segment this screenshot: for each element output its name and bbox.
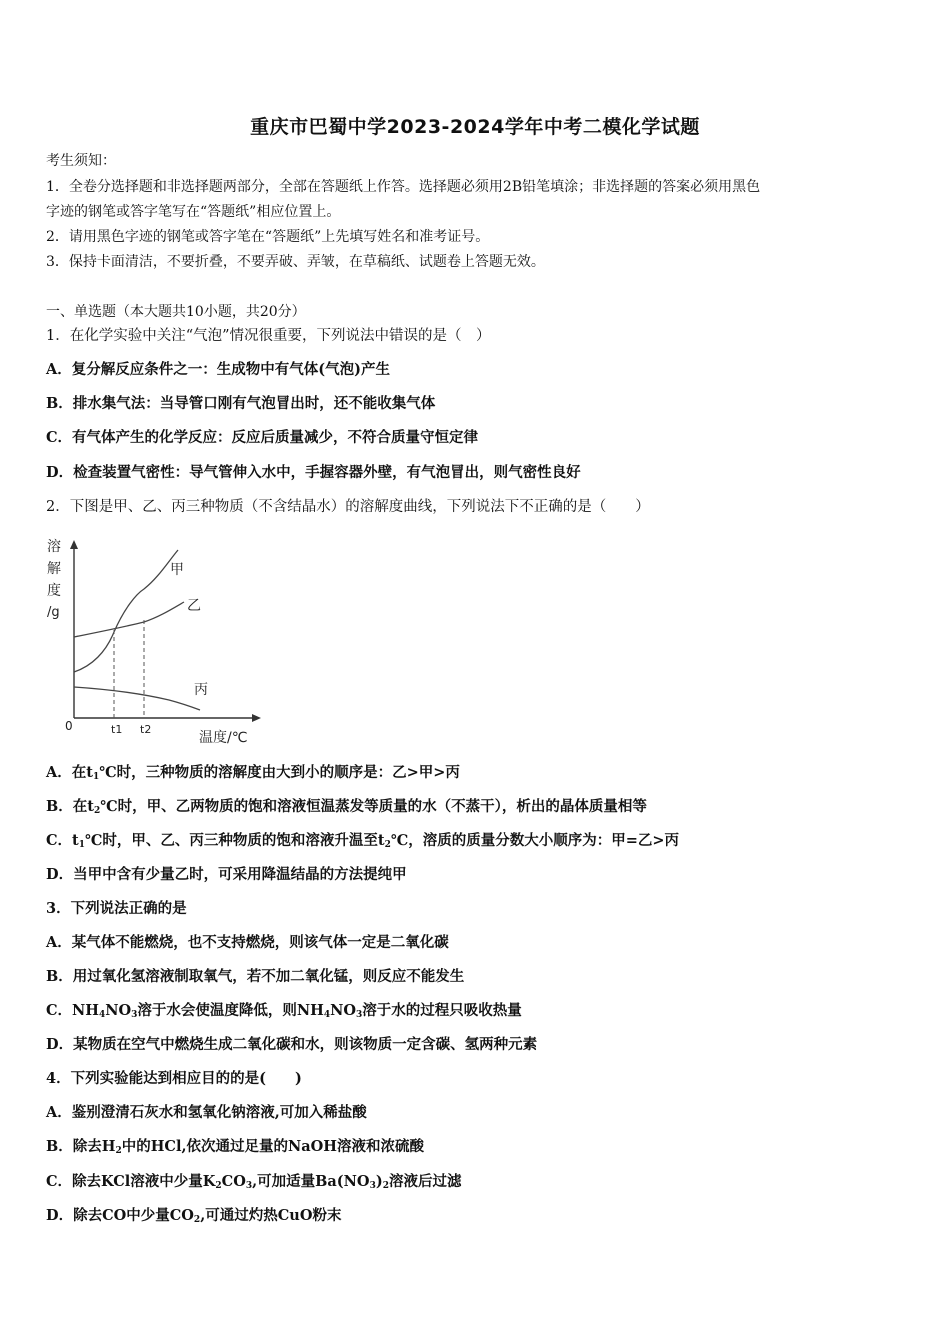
q3-c-p5: 溶于水的过程只吸收热量	[362, 1002, 522, 1019]
section-heading: 一、单选题（本大题共10小题，共20分）	[46, 304, 306, 320]
q3-c-s4: 3	[356, 1010, 363, 1020]
q2-b-pre: B．在t	[46, 798, 94, 815]
q2-option-c	[46, 831, 910, 851]
q3-c-s2: 3	[131, 1010, 138, 1020]
notice-heading: 考生须知：	[46, 153, 116, 169]
curve-bing-label: 丙	[194, 682, 208, 698]
q2-a-sub: 1	[92, 772, 100, 782]
q3-option-c	[46, 1001, 910, 1021]
q2-stem: 2．下图是甲、乙、丙三种物质（不含结晶水）的溶解度曲线，下列说法下不正确的是（ ）	[46, 499, 650, 515]
q2-b-sub: 2	[93, 806, 101, 816]
y-axis-arrow	[70, 540, 78, 549]
q4-option-c	[46, 1172, 910, 1192]
q4-c-p4: )	[375, 1173, 383, 1190]
solubility-curve-figure	[44, 534, 274, 752]
q4-b-p2: 中的HCl,依次通过足量的NaOH溶液和浓硫酸	[121, 1138, 425, 1155]
q2-option-b	[46, 797, 910, 817]
page-title: 重庆市巴蜀中学2023-2024学年中考二模化学试题	[250, 116, 700, 138]
y-axis-label-1: 溶	[47, 539, 61, 555]
q4-b-p1: B．除去H	[46, 1138, 116, 1155]
origin-label: 0	[65, 719, 73, 733]
x-axis-label: 温度/℃	[199, 730, 248, 746]
q2-c-pre: C．t	[46, 832, 79, 849]
notice-line-2: 2．请用黑色字迹的钢笔或答字笔在“答题纸”上先填写姓名和准考证号。	[46, 229, 490, 245]
q3-option-d: D．某物质在空气中燃烧生成二氧化碳和水，则该物质一定含碳、氢两种元素	[46, 1036, 538, 1053]
q4-option-d	[46, 1206, 910, 1226]
q3-c-p2: NO	[105, 1002, 132, 1019]
q3-c-p3: 溶于水会使温度降低，则NH	[137, 1002, 324, 1019]
q2-c-sub2: 2	[384, 840, 391, 850]
solubility-curve-svg	[44, 534, 274, 752]
curve-bing	[74, 687, 200, 710]
q4-c-p1: C．除去KCl溶液中少量K	[46, 1173, 216, 1190]
q4-c-s2: 3	[245, 1181, 253, 1191]
q4-option-a: A．鉴别澄清石灰水和氢氧化钠溶液,可加入稀盐酸	[46, 1104, 367, 1121]
t1-label: t1	[111, 723, 123, 736]
q4-c-s3: 3	[369, 1181, 376, 1191]
q4-c-p2: CO	[221, 1173, 246, 1190]
q1-option-c: C．有气体产生的化学反应：反应后质量减少，不符合质量守恒定律	[46, 429, 479, 446]
q3-option-b: B．用过氧化氢溶液制取氧气，若不加二氧化锰，则反应不能发生	[46, 968, 465, 985]
curve-jia	[74, 550, 178, 672]
q2-c-sub1: 1	[78, 840, 86, 850]
q4-d-s1: 2	[193, 1215, 201, 1225]
q2-option-d: D．当甲中含有少量乙时，可采用降温结晶的方法提纯甲	[46, 866, 407, 883]
q4-d-p1: D．除去CO中少量CO	[46, 1207, 194, 1224]
q1-option-d: D．检查装置气密性：导气管伸入水中，手握容器外壁，有气泡冒出，则气密性良好	[46, 464, 581, 481]
q3-c-p1: C．NH	[46, 1002, 99, 1019]
y-axis-label-2: 解	[47, 561, 61, 577]
notice-line-1b: 字迹的钢笔或答字笔写在“答题纸”相应位置上。	[46, 204, 341, 220]
q1-option-a: A．复分解反应条件之一：生成物中有气体(气泡)产生	[46, 361, 390, 378]
y-axis-label-3: 度	[47, 583, 61, 599]
q2-b-post: ℃时，甲、乙两物质的饱和溶液恒温蒸发等质量的水（不蒸干），析出的晶体质量相等	[100, 798, 647, 815]
q4-c-p3: ,可加适量Ba(NO	[252, 1173, 370, 1190]
q4-d-p2: ,可通过灼热CuO粉末	[200, 1207, 342, 1224]
notice-line-3: 3．保持卡面清洁，不要折叠，不要弄破、弄皱，在草稿纸、试题卷上答题无效。	[46, 254, 545, 270]
t2-label: t2	[140, 723, 152, 736]
curve-yi	[74, 602, 184, 637]
q1-option-b: B．排水集气法：当导管口刚有气泡冒出时，还不能收集气体	[46, 395, 436, 412]
q2-a-pre: A．在t	[46, 764, 93, 781]
curve-jia-label: 甲	[170, 562, 184, 578]
q2-c-post: ℃，溶质的质量分数大小顺序为：甲=乙>丙	[390, 832, 680, 849]
q4-c-s1: 2	[215, 1181, 222, 1191]
q1-stem: 1．在化学实验中关注“气泡”情况很重要，下列说法中错误的是（ ）	[46, 328, 491, 344]
curve-yi-label: 乙	[187, 598, 201, 614]
q3-option-a: A．某气体不能燃烧，也不支持燃烧，则该气体一定是二氧化碳	[46, 934, 449, 951]
notice-line-1: 1．全卷分选择题和非选择题两部分，全部在答题纸上作答。选择题必须用2B铅笔填涂；非选择题的答案必须用黑色	[46, 179, 761, 195]
q2-a-post: ℃时，三种物质的溶解度由大到小的顺序是：乙>甲>丙	[99, 764, 460, 781]
q3-c-s3: 4	[323, 1010, 331, 1020]
q2-c-mid: ℃时，甲、乙、丙三种物质的饱和溶液升温至t	[85, 832, 385, 849]
q4-option-b	[46, 1137, 910, 1157]
q4-stem: 4．下列实验能达到相应目的的是( )	[46, 1070, 302, 1087]
q3-c-p4: NO	[330, 1002, 357, 1019]
q3-c-s1: 4	[99, 1010, 106, 1020]
q3-stem: 3．下列说法正确的是	[46, 900, 187, 917]
q4-c-s4: 2	[382, 1181, 389, 1191]
q4-b-s1: 2	[115, 1146, 122, 1156]
q2-option-a	[46, 763, 910, 783]
q4-c-p5: 溶液后过滤	[388, 1173, 462, 1190]
x-axis-arrow	[252, 714, 261, 722]
y-axis-label-4: /g	[47, 605, 60, 620]
